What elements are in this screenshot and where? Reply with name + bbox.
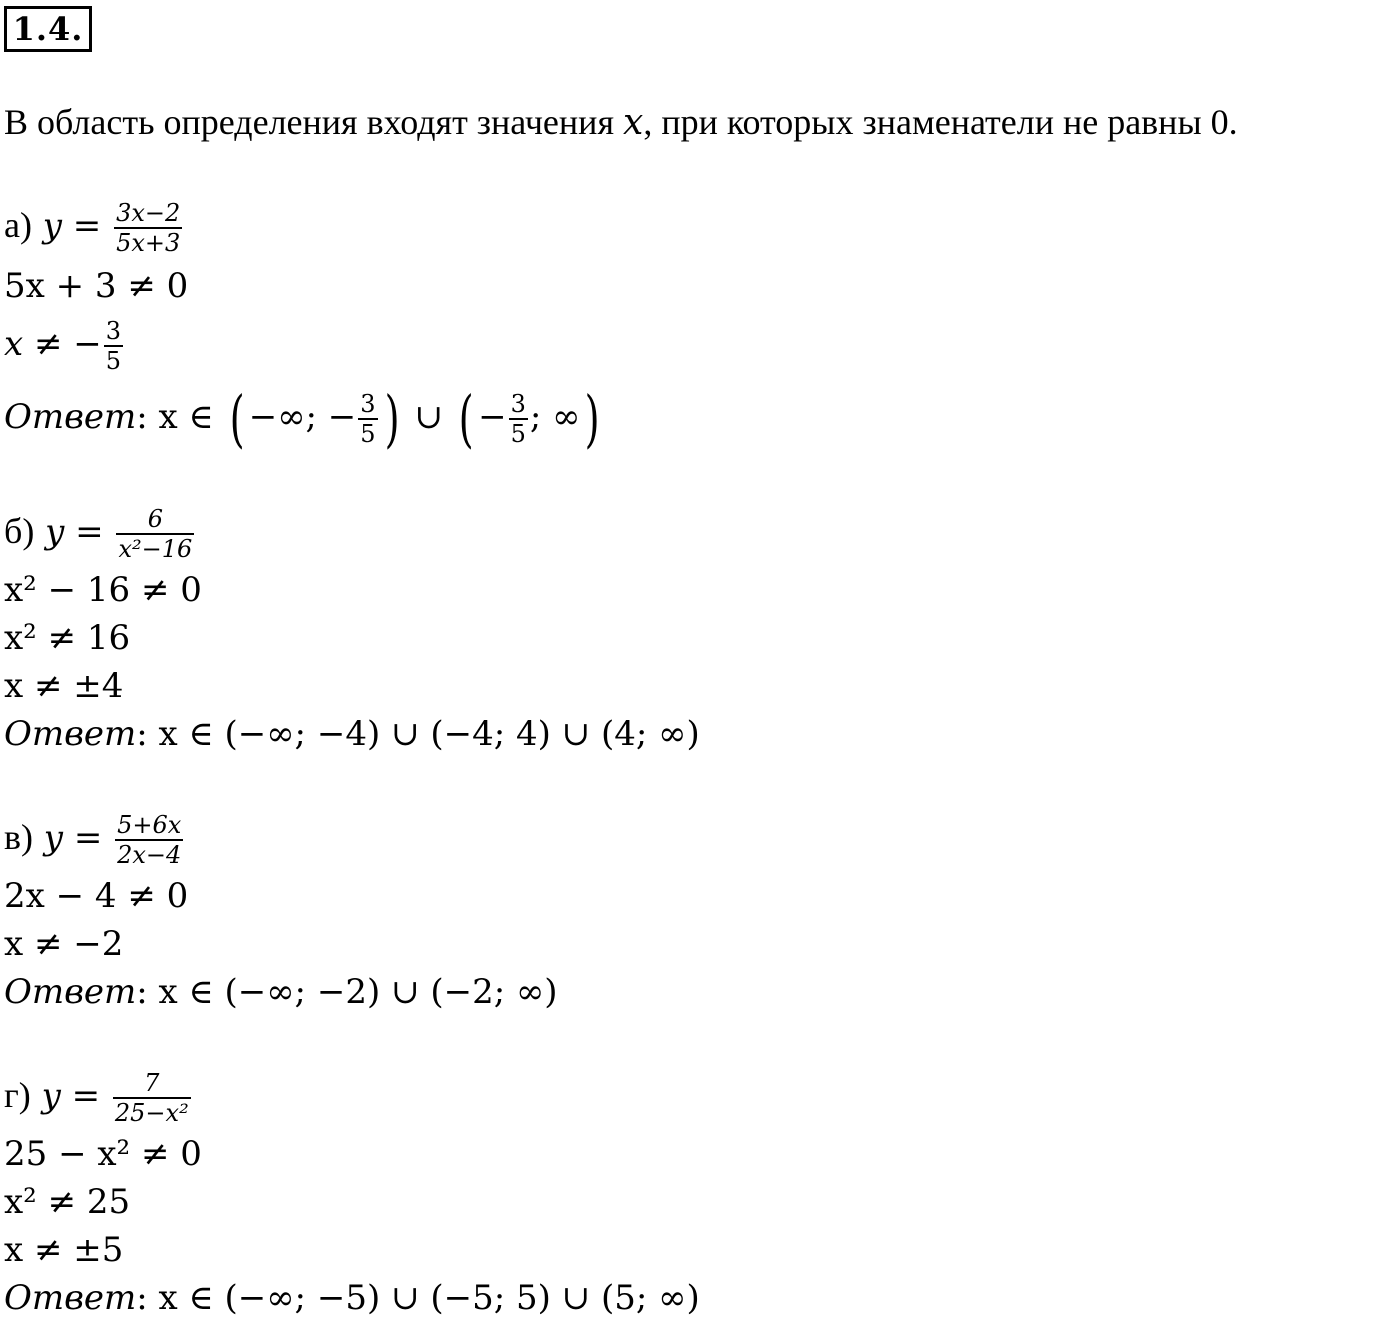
part-a-union: ∪ <box>403 397 454 437</box>
part-g-step2: x² ≠ 25 <box>4 1182 131 1222</box>
answer-word: Ответ <box>4 397 137 437</box>
part-v-fraction <box>115 812 183 868</box>
part-b-label: б) <box>4 511 35 551</box>
part-a-answer-prefix: : x ∈ <box>136 397 225 437</box>
part-g-label: г) <box>4 1075 31 1115</box>
part-a-answer-num: 3 <box>360 390 376 418</box>
part-a-step2-fraction <box>104 318 123 374</box>
part-b-denominator: x²−16 <box>118 535 193 563</box>
answer-word: Ответ <box>4 972 137 1012</box>
part-b-step1: x² − 16 ≠ 0 <box>4 570 202 610</box>
part-g-denominator: 25−x² <box>114 1099 189 1127</box>
part-a-step2-den: 5 <box>105 347 122 375</box>
part-v-step1: 2x − 4 ≠ 0 <box>4 876 189 916</box>
part-a-answer <box>4 382 605 455</box>
part-v-answer-text: : x ∈ (−∞; −2) ∪ (−2; ∞) <box>136 972 558 1012</box>
part-g-numerator: 7 <box>113 1070 191 1099</box>
part-a-step2-prefix: x ≠ − <box>4 324 102 364</box>
part-a-answer-num-2: 3 <box>510 390 526 418</box>
part-a-seg2-start: − <box>478 397 507 437</box>
part-g-function <box>4 1069 193 1127</box>
part-v-function <box>4 811 185 869</box>
part-v-step2: x ≠ −2 <box>4 924 124 964</box>
part-a-seg2-end: ; ∞ <box>529 397 581 437</box>
part-b-answer <box>4 710 700 758</box>
part-a-denominator: 5x+3 <box>116 229 181 257</box>
paren-close: ) <box>384 382 400 455</box>
part-v-label: в) <box>4 817 33 857</box>
paren-open: ( <box>229 382 245 455</box>
problem-number: 1.4. <box>4 6 92 52</box>
part-a-label: а) <box>4 205 32 245</box>
part-b-answer-text: : x ∈ (−∞; −4) ∪ (−4; 4) ∪ (4; ∞) <box>136 714 700 754</box>
part-a-numerator: 3x−2 <box>116 199 181 227</box>
part-a-step2 <box>4 317 125 375</box>
part-v-denominator: 2x−4 <box>117 841 182 869</box>
part-a-step2-num: 3 <box>105 317 122 345</box>
part-v-numerator: 5+6x <box>117 811 182 839</box>
part-a-lhs: y = <box>31 206 113 246</box>
part-a-answer-den: 5 <box>360 420 376 448</box>
part-g-lhs: y = <box>30 1076 111 1116</box>
intro-text <box>4 98 1238 147</box>
part-v-lhs: y = <box>33 818 114 858</box>
part-a-fraction <box>114 200 182 256</box>
intro-after: , при которых знаменатели не равны 0. <box>643 102 1238 142</box>
part-a-answer-den-2: 5 <box>510 420 526 448</box>
part-b-numerator: 6 <box>116 506 194 535</box>
part-g-step3: x ≠ ±5 <box>4 1230 124 1270</box>
answer-word: Ответ <box>4 1278 137 1318</box>
part-a-answer-fraction-2 <box>509 391 528 447</box>
part-b-step3: x ≠ ±4 <box>4 666 124 706</box>
part-g-answer-text: : x ∈ (−∞; −5) ∪ (−5; 5) ∪ (5; ∞) <box>136 1278 700 1318</box>
part-v-answer <box>4 968 558 1016</box>
part-g-fraction <box>113 1070 191 1126</box>
answer-word: Ответ <box>4 714 137 754</box>
part-a-function <box>4 199 184 257</box>
part-b-fraction <box>116 506 194 562</box>
part-g-answer <box>4 1274 700 1322</box>
paren-open-2: ( <box>458 382 474 455</box>
part-b-lhs: y = <box>34 512 115 552</box>
intro-before: В область определения входят значения <box>4 102 623 142</box>
paren-close-2: ) <box>585 382 601 455</box>
part-a-step1: 5x + 3 ≠ 0 <box>4 266 189 306</box>
part-a-seg1-start: −∞; − <box>248 397 357 437</box>
part-b-step2: x² ≠ 16 <box>4 618 131 658</box>
part-a-answer-fraction <box>358 391 377 447</box>
intro-variable: x <box>623 102 644 143</box>
part-b-function <box>4 505 196 563</box>
part-g-step1: 25 − x² ≠ 0 <box>4 1134 202 1174</box>
